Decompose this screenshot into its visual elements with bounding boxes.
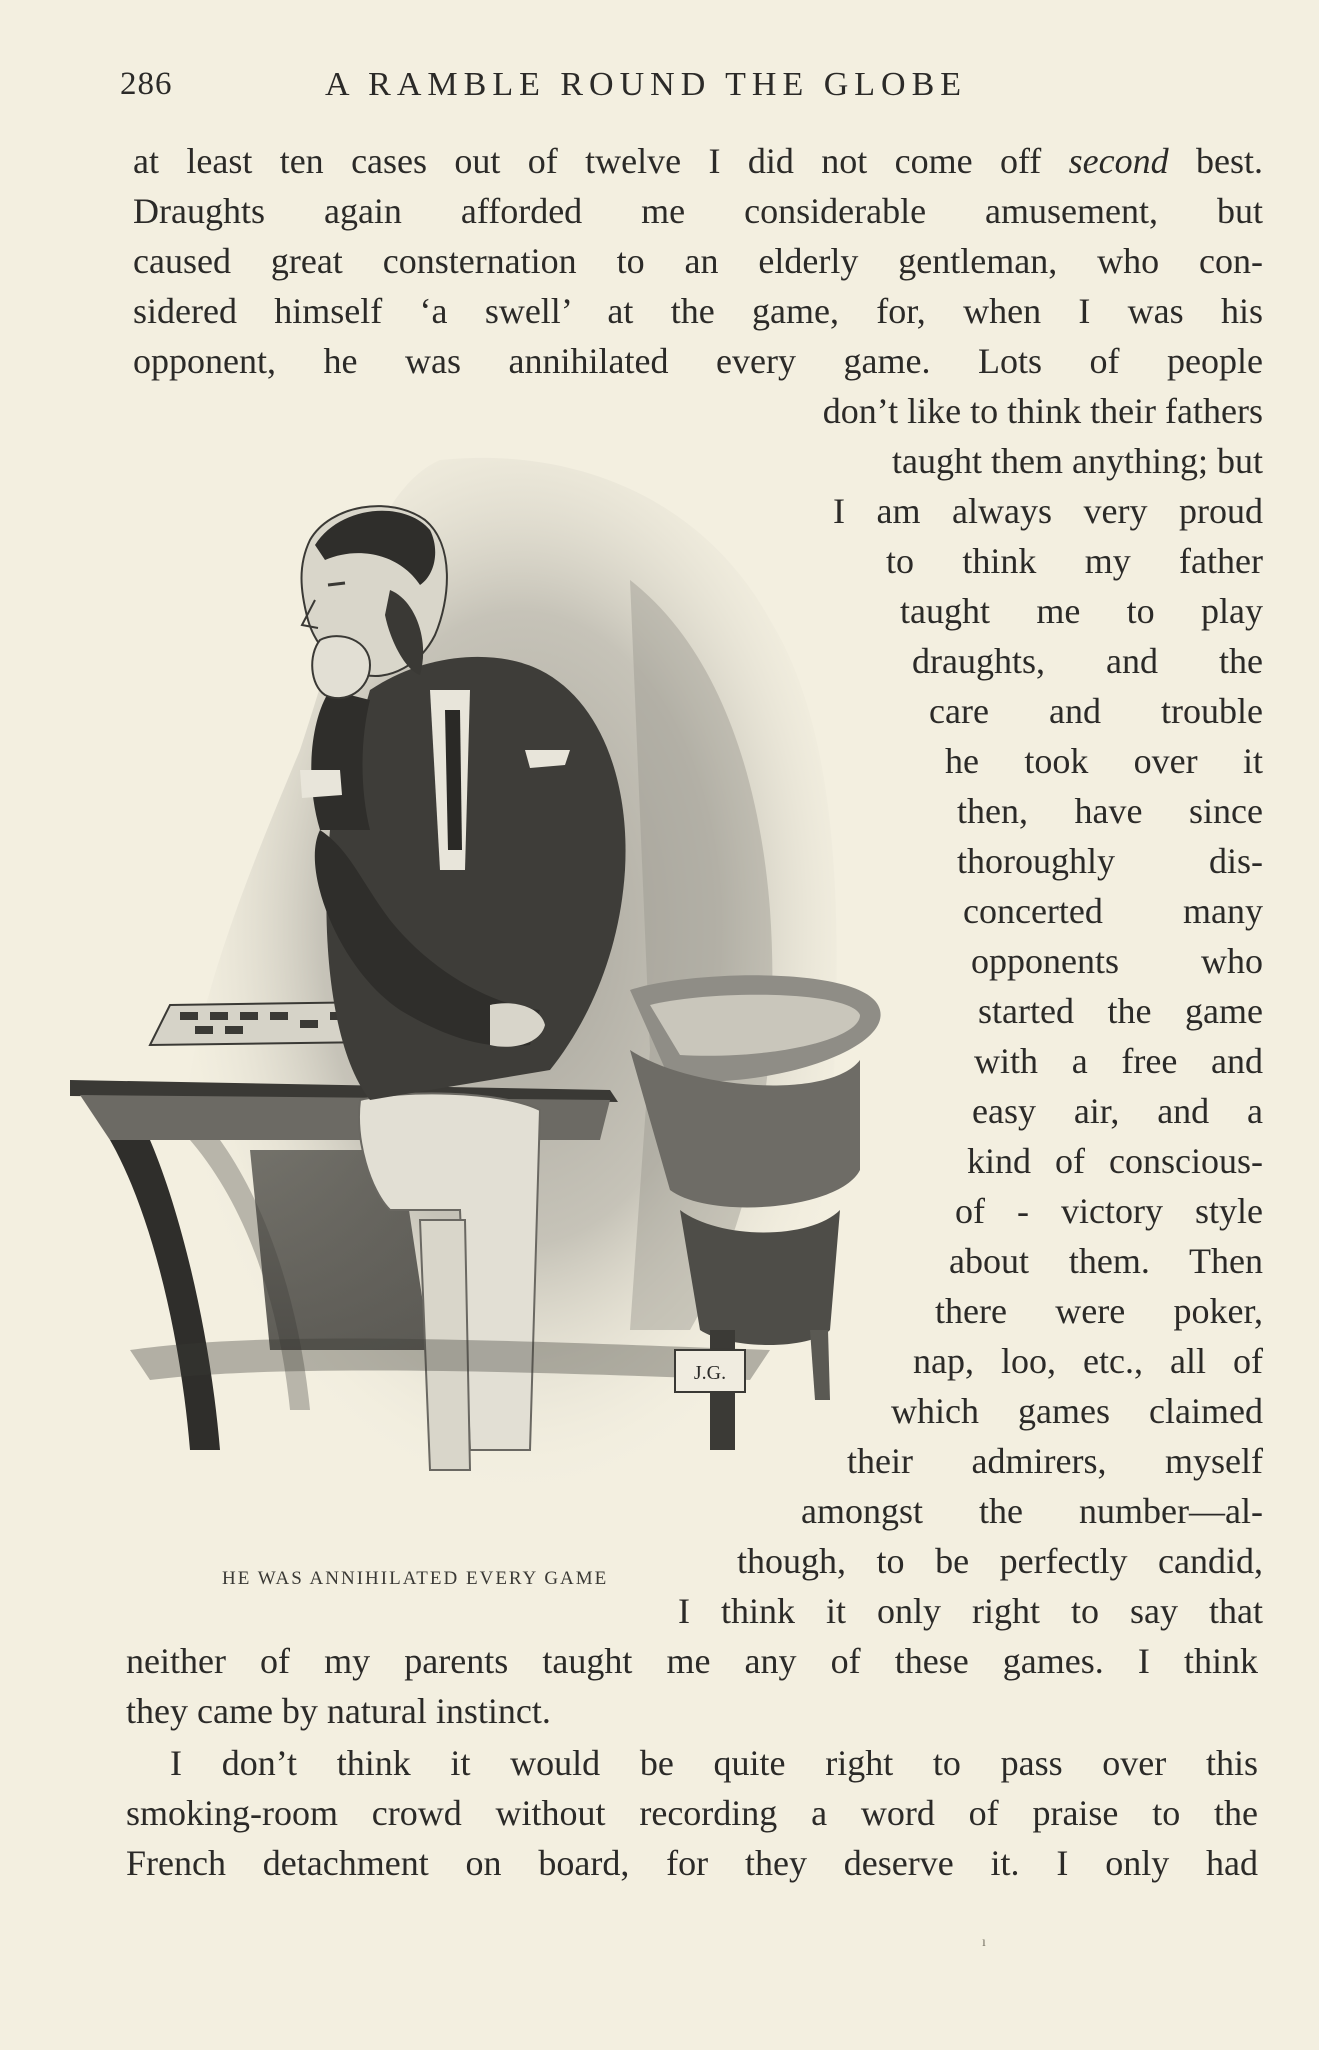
footer-mark: ı [982, 1935, 986, 1950]
text-line: Draughts again afforded me considerable amusement, but [133, 191, 1263, 231]
text-line: smoking-room crowd without recording a word of praise to the [126, 1793, 1258, 1833]
page-header [120, 62, 1270, 112]
text-line: though, to be perfectly candid, [737, 1541, 1263, 1581]
text-line: draughts, and the [912, 641, 1263, 681]
text-line: don’t like to think their fathers [822, 391, 1263, 431]
text-line: kind of conscious- [967, 1141, 1263, 1181]
monogram-text: J.G. [693, 1362, 727, 1384]
illustration [70, 450, 910, 1530]
text-line: opponent, he was annihilated every game. Lots of people [133, 341, 1263, 381]
figure-caption: HE WAS ANNIHILATED EVERY GAME [222, 1568, 609, 1589]
text-line: their admirers, myself [847, 1441, 1263, 1481]
illustrator-monogram [675, 1350, 745, 1392]
text-line: I am always very proud [833, 491, 1263, 531]
text-line: nap, loo, etc., all of [913, 1341, 1263, 1381]
text-line: opponents who [971, 941, 1263, 981]
page-number: 286 [120, 66, 173, 102]
text-line: at least ten cases out of twelve I did not come off second best. [133, 141, 1263, 181]
text-line: he took over it [945, 741, 1263, 781]
text-line: then, have since [957, 791, 1263, 831]
text-line: they came by natural instinct. [126, 1691, 551, 1731]
text-line: of - victory style [955, 1191, 1263, 1231]
text-line: amongst the number—al- [801, 1491, 1263, 1531]
text-line: I think it only right to say that [678, 1591, 1263, 1631]
text-line: which games claimed [891, 1391, 1263, 1431]
text-line: easy air, and a [972, 1091, 1263, 1131]
emphasized-word: second [1068, 141, 1169, 181]
text-line: taught me to play [900, 591, 1263, 631]
text-line: thoroughly dis- [957, 841, 1263, 881]
running-head: A RAMBLE ROUND THE GLOBE [325, 66, 968, 103]
text-line: started the game [978, 991, 1263, 1031]
text-line: taught them anything; but [892, 441, 1263, 481]
text-line: I don’t think it would be quite right to pass over this [170, 1743, 1258, 1783]
text-line: sidered himself ‘a swell’ at the game, for, when I was his [133, 291, 1263, 331]
text-line: neither of my parents taught me any of these games. I think [126, 1641, 1258, 1681]
text-line: to think my father [886, 541, 1263, 581]
text-line: French detachment on board, for they deserve it. I only had [126, 1843, 1258, 1883]
text-line: concerted many [963, 891, 1263, 931]
text-line: care and trouble [929, 691, 1263, 731]
text-line: there were poker, [935, 1291, 1263, 1331]
text-line: about them. Then [949, 1241, 1263, 1281]
text-line: caused great consternation to an elderly gentleman, who con- [133, 241, 1263, 281]
text-line: with a free and [974, 1041, 1263, 1081]
